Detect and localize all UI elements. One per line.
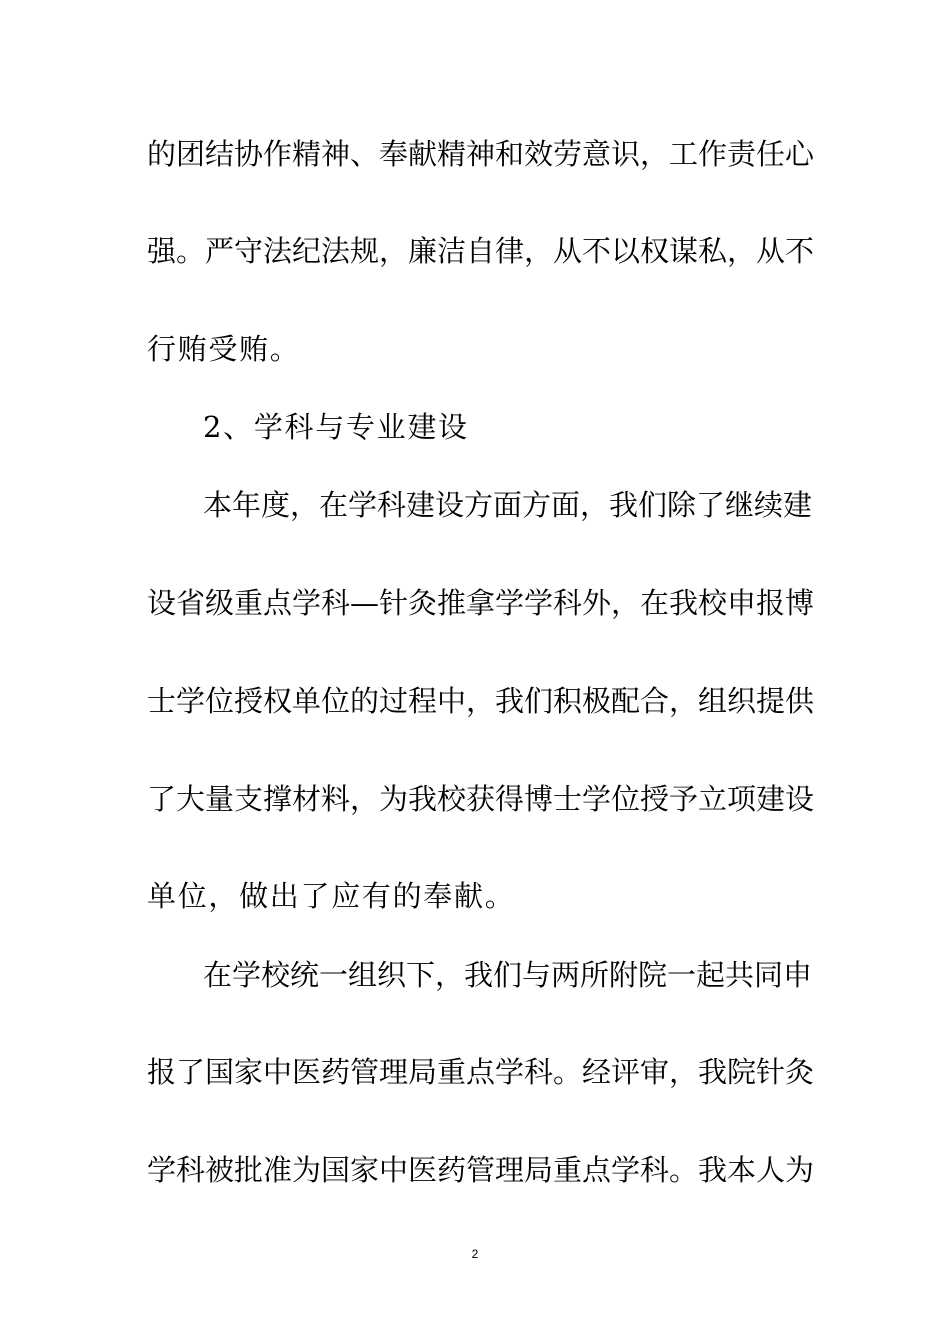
text-line: 在学校统一组织下，我们与两所附院一起共同申 (203, 958, 813, 992)
text-line: 的团结协作精神、奉献精神和效劳意识，工作责任心 (147, 137, 815, 171)
text-line: 学科被批准为国家中医药管理局重点学科。我本人为 (147, 1153, 815, 1187)
text-line: 设省级重点学科—针灸推拿学学科外，在我校申报博 (147, 586, 815, 620)
text-line: 士学位授权单位的过程中，我们积极配合，组织提供 (147, 684, 815, 718)
text-line: 行贿受贿。 (147, 332, 301, 366)
page-number: 2 (471, 1247, 479, 1261)
text-line: 报了国家中医药管理局重点学科。经评审，我院针灸 (147, 1055, 815, 1089)
text-line: 单位，做出了应有的奉献。 (147, 879, 516, 913)
text-line: 本年度，在学科建设方面方面，我们除了继续建 (203, 488, 813, 522)
section-heading: 2、学科与专业建设 (203, 410, 469, 444)
text-line: 强。严守法纪法规，廉洁自律，从不以权谋私，从不 (147, 234, 815, 268)
text-line: 了大量支撑材料，为我校获得博士学位授予立项建设 (147, 782, 815, 816)
